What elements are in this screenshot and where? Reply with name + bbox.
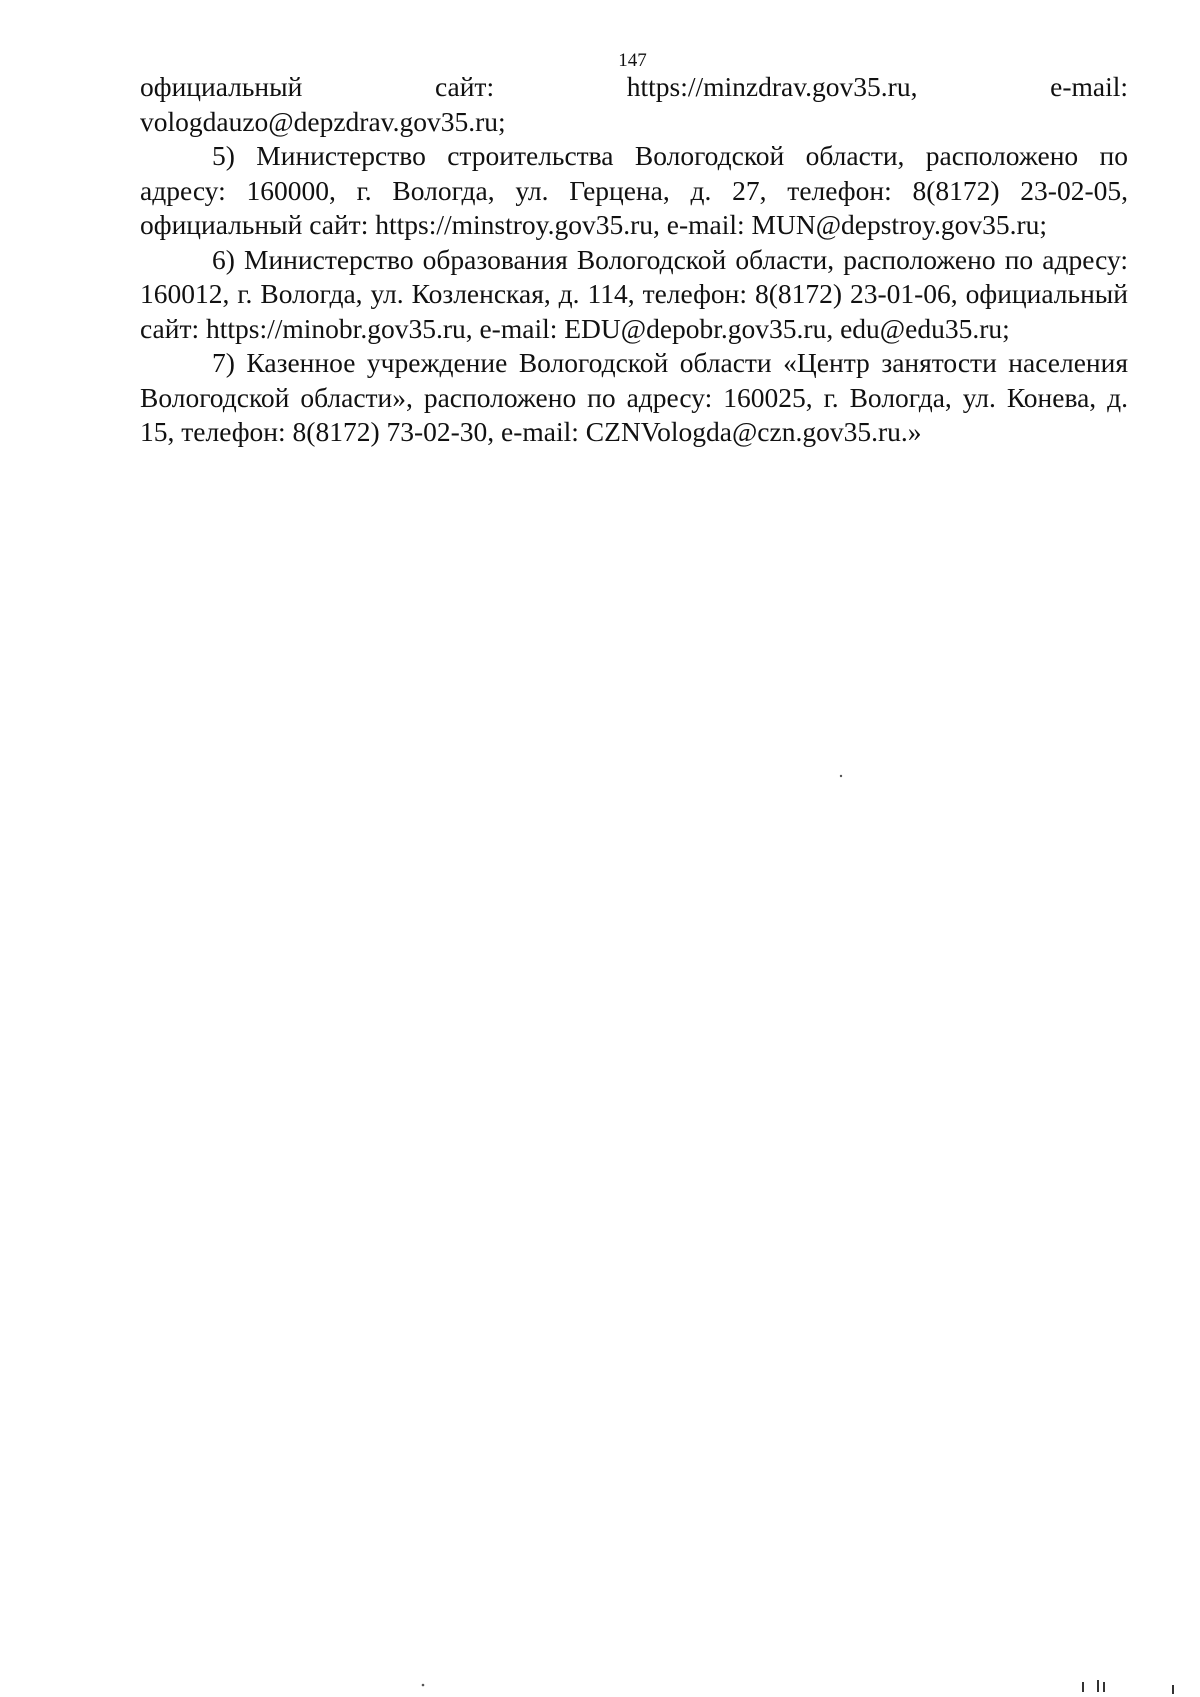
document-body [140,70,1128,450]
item-4-tail [140,70,1128,139]
page-number: 147 [618,50,647,71]
word-email: e-mail: [1050,71,1128,102]
minzdrav-website: https://minzdrav.gov35.ru, [626,71,918,102]
item-6-paragraph: 6) Министерство образования Вологодской области, расположено по адресу: 160012, г. Вологда, ул. Козленская, д. 114, телефон: 8(8172) 23-01-06, официальный сайт: https://minobr.gov35.ru, e-mail: EDU@depobr.gov35.ru, edu@edu35.ru; [140,243,1128,344]
word-official: официальный [140,71,303,102]
item-7-paragraph: 7) Казенное учреждение Вологодской области «Центр занятости населения Вологодской области», расположено по адресу: 160025, г. Вологда, ул. Конева, д. 15, телефон: 8(8172) 73-02-30, e-mail: CZNVologda@czn.gov35.ru.» [140,347,1128,447]
item-4-website-line [140,70,1128,105]
word-site: сайт: [434,71,495,102]
item-5-paragraph: 5) Министерство строительства Вологодской области, расположено по адресу: 160000, г. Вологда, ул. Герцена, д. 27, телефон: 8(8172) 23-02-05, официальный сайт: https://minstroy.gov35.ru, e-mail: MUN@depstroy.gov35.ru; [140,140,1128,240]
minzdrav-email: vologdauzo@depzdrav.gov35.ru; [140,105,506,137]
